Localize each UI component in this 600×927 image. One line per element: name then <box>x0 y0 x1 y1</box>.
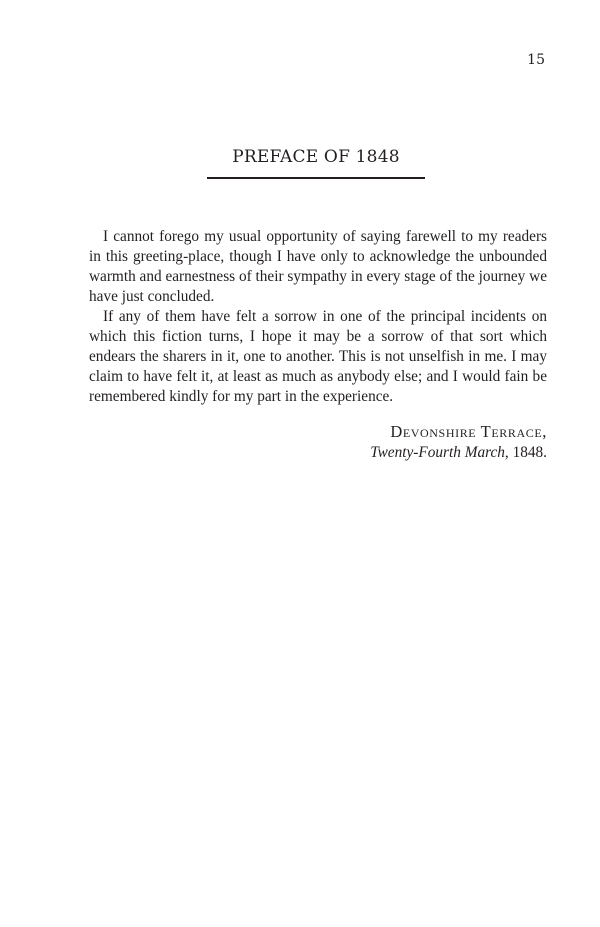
signature-date <box>370 442 547 463</box>
title-underline-rule <box>207 177 425 179</box>
chapter-title: PREFACE OF 1848 <box>232 147 400 167</box>
signature-date-year: , 1848. <box>504 444 547 461</box>
page-number: 15 <box>527 52 545 68</box>
preface-body <box>89 227 547 407</box>
paragraph-1: I cannot forego my usual opportunity of saying farewell to my readers in this greeting-place, though I have only to acknowledge the unbounded warmth and earnestness of their sympathy in every stage of the journey we have just concluded. <box>89 228 547 305</box>
paragraph-2: If any of them have felt a sorrow in one of the principal incidents on which this fiction turns, I hope it may be a sorrow of that sort which endears the sharers in it, one to another. This is not unselfish in me. I may claim to have felt it, at least as much as anybody else; and I would fain be remembered kindly for my part in the experience. <box>89 308 547 405</box>
signature-block <box>370 421 547 463</box>
signature-place: Devonshire Terrace, <box>390 422 547 441</box>
signature-date-day: Twenty-Fourth March <box>370 444 505 461</box>
